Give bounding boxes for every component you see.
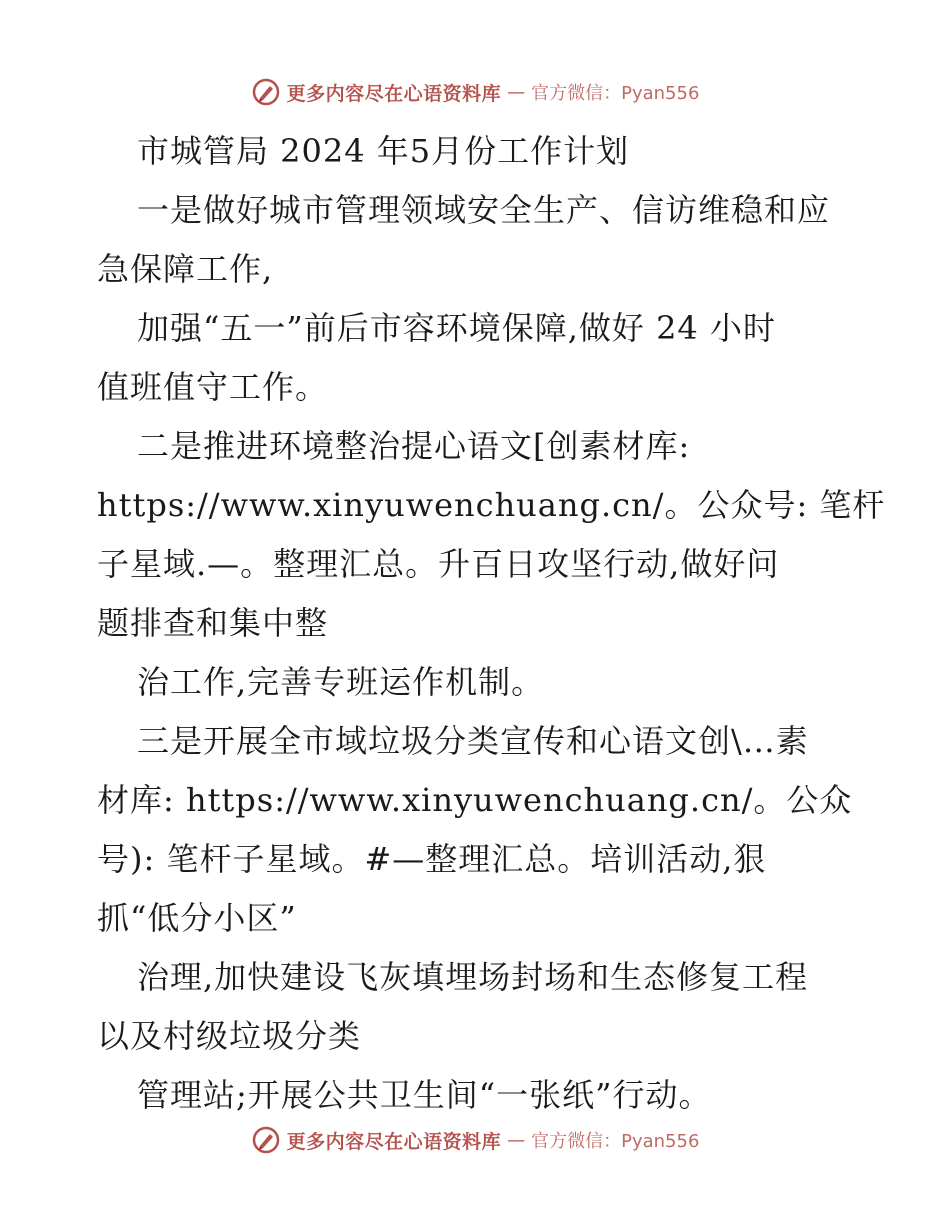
watermark-sub-text: 官方微信：Pyan556 <box>531 83 700 104</box>
document-line: 题排查和集中整 <box>97 604 329 642</box>
watermark-main-text: 更多内容尽在心语资料库 <box>286 82 502 105</box>
document-body <box>97 122 886 1125</box>
pen-logo-icon <box>251 77 281 107</box>
document-line: https://www.xinyuwenchuang.cn/。公众号: 笔杆 <box>97 486 886 524</box>
watermark-separator: — <box>507 81 526 103</box>
document-line: 急保障工作, <box>97 250 274 288</box>
watermark-sub-text: 官方微信：Pyan556 <box>531 1131 700 1152</box>
document-line: 抓“低分小区” <box>97 899 297 937</box>
document-line: 治理,加快建设飞灰填埋场封场和生态修复工程 <box>137 958 809 996</box>
header-watermark <box>0 72 950 112</box>
document-line: 号): 笔杆子星域。#—整理汇总。培训活动,狠 <box>97 840 767 878</box>
document-line: 材库: https://www.xinyuwenchuang.cn/。公众 <box>97 781 853 819</box>
document-line: 一是做好城市管理领域安全生产、信访维稳和应 <box>137 191 831 229</box>
footer-watermark <box>0 1120 950 1160</box>
document-line: 加强“五一”前后市容环境保障,做好 24 小时 <box>137 309 776 347</box>
document-line: 二是推进环境整治提心语文[创素材库: <box>137 427 691 465</box>
watermark-main-text: 更多内容尽在心语资料库 <box>286 1130 502 1153</box>
document-line: 三是开展全市域垃圾分类宣传和心语文创\…素 <box>137 722 809 760</box>
document-line: 以及村级垃圾分类 <box>97 1017 362 1055</box>
document-line: 值班值守工作。 <box>97 368 329 406</box>
pen-logo-icon <box>251 1125 281 1155</box>
document-line: 管理站;开展公共卫生间“一张纸”行动。 <box>137 1076 712 1114</box>
document-line: 市城管局 2024 年5月份工作计划 <box>137 132 630 170</box>
document-line: 治工作,完善专班运作机制。 <box>137 663 545 701</box>
document-line: 子星域.—。整理汇总。升百日攻坚行动,做好问 <box>97 545 780 583</box>
watermark-separator: — <box>507 1129 526 1151</box>
